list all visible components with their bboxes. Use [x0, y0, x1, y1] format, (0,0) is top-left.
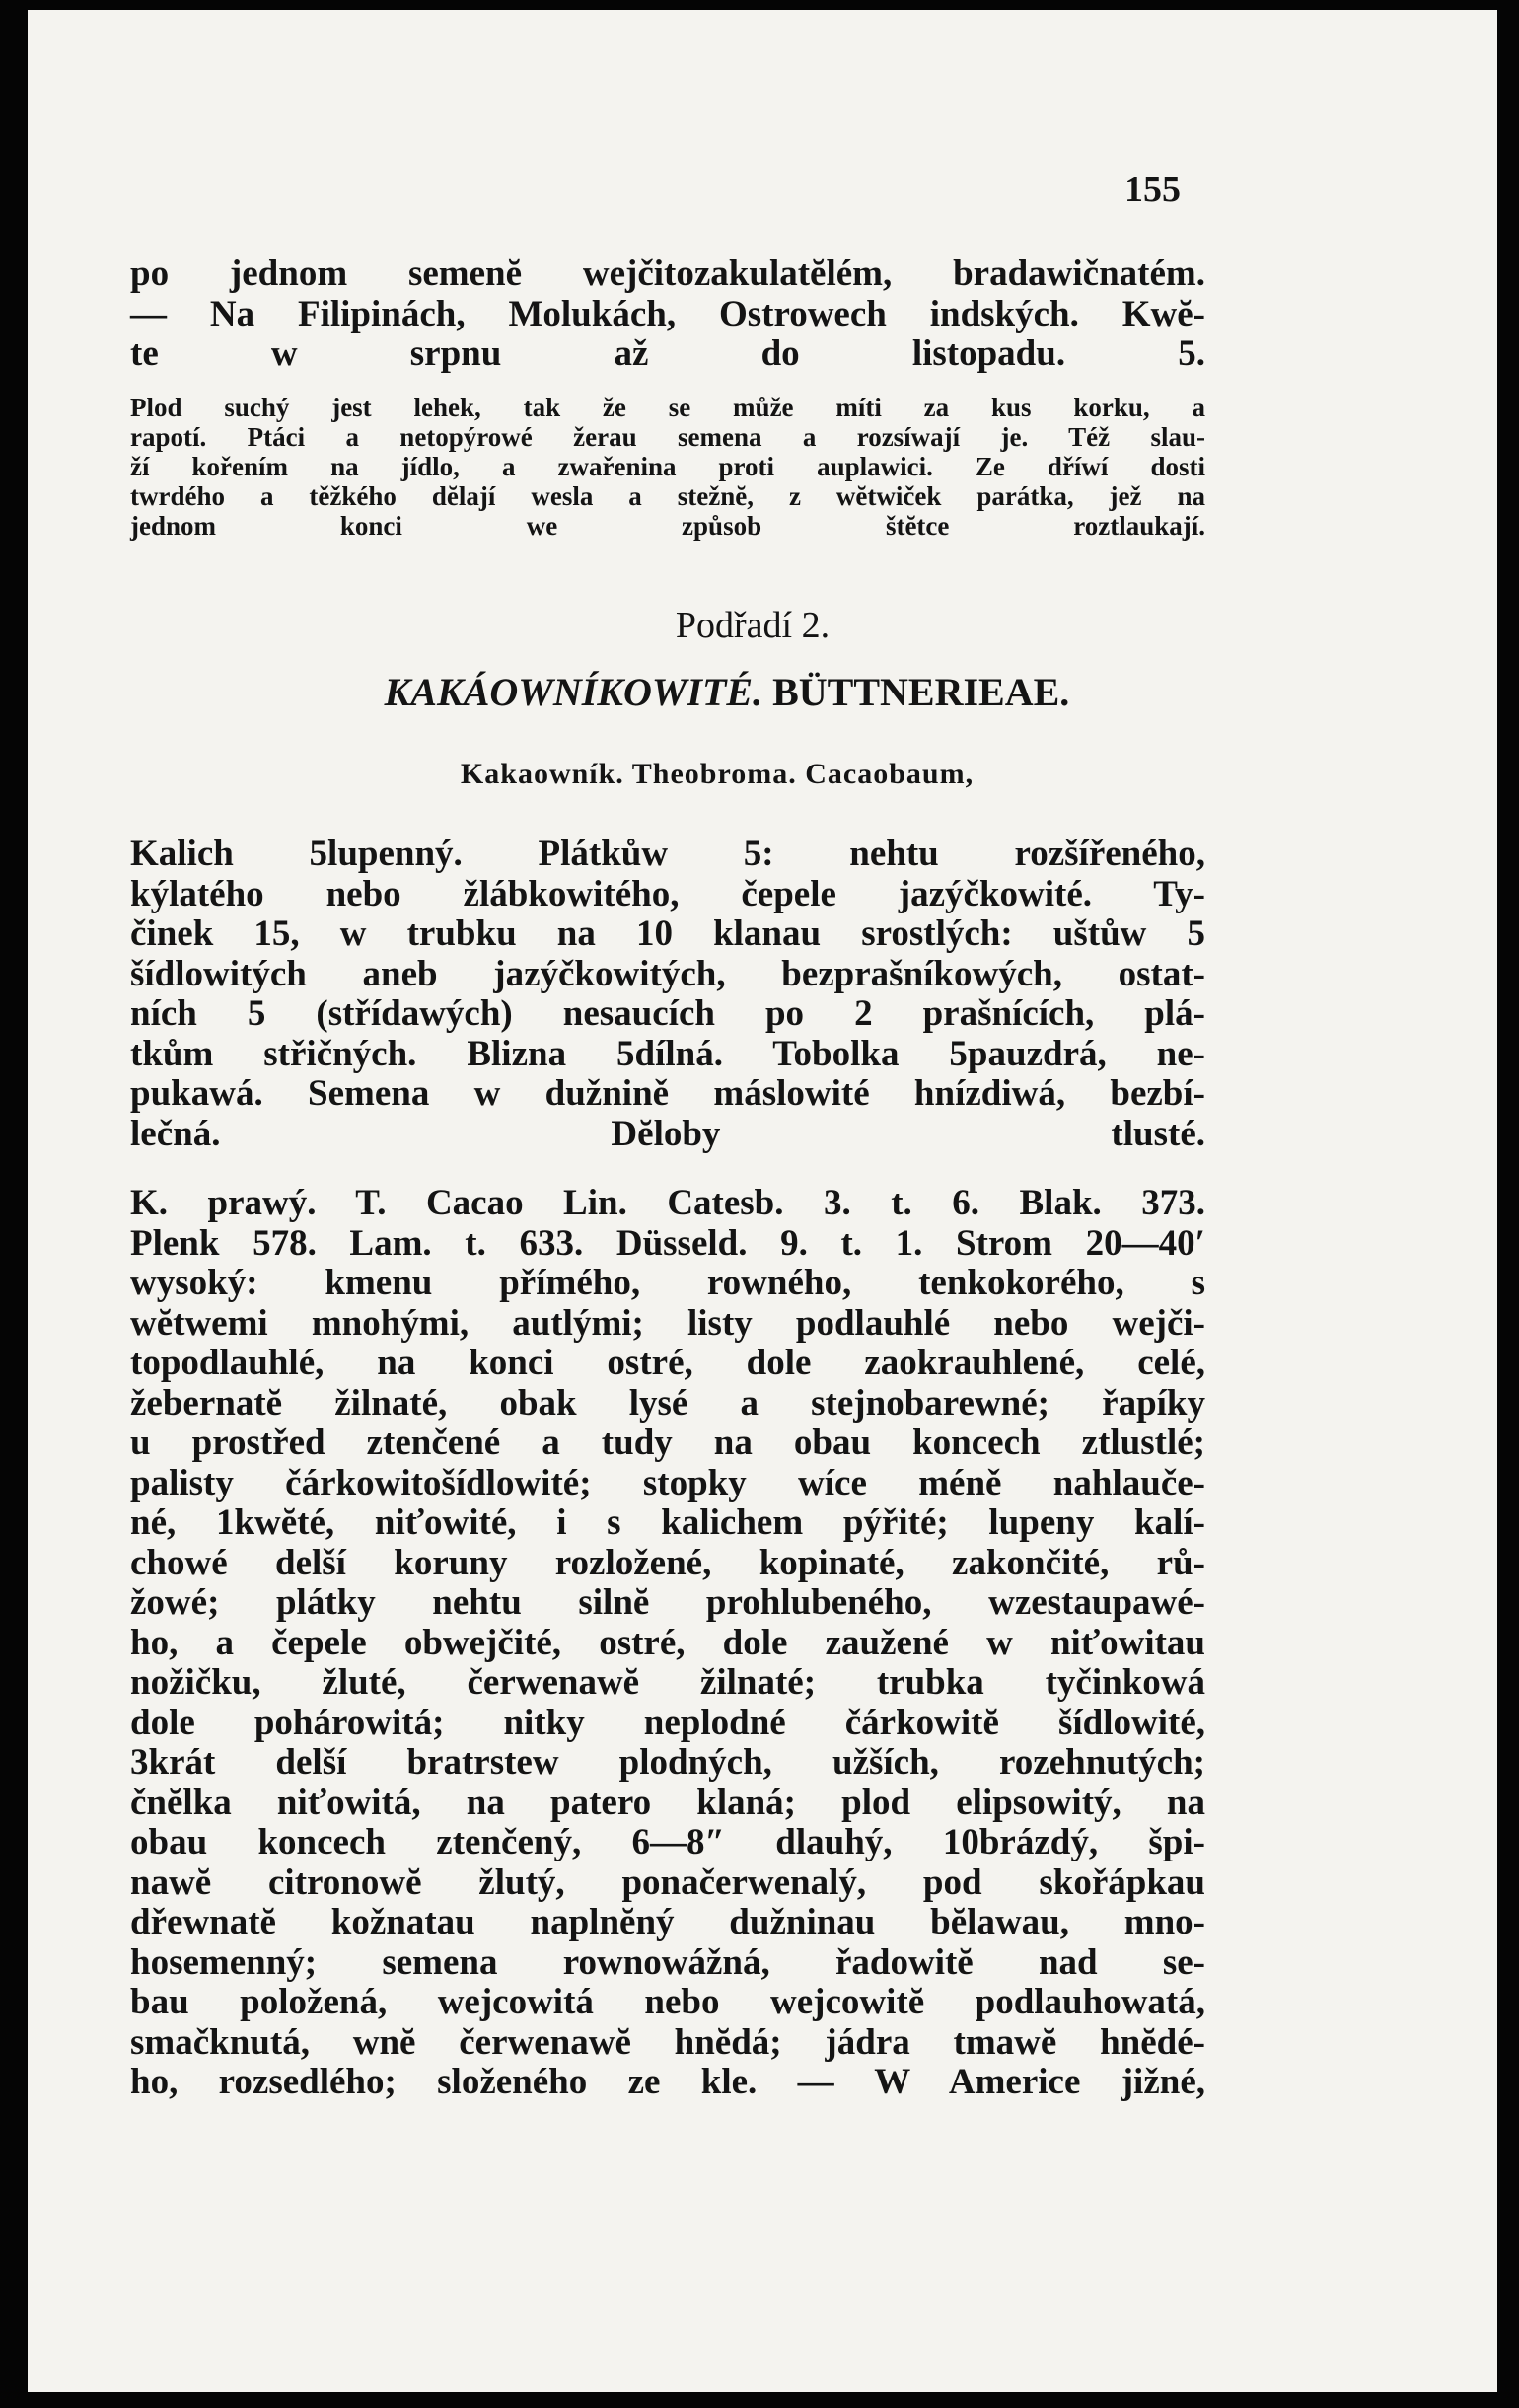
text-line: hosemenný; semena rownowážná, řadowitĕ nad se-: [130, 1941, 1205, 1983]
text-line: palisty čárkowitošídlowité; stopky wíce méně nahlauče-: [130, 1462, 1205, 1503]
family-heading: [0, 669, 1462, 715]
text-line: nožičku, žluté, čerwenawĕ žilnaté; trubka tyčinkowá: [130, 1662, 1205, 1703]
text-line: ních 5 (střídawých) nesaucích po 2 prašnících, plá-: [130, 993, 1205, 1034]
text-line: žowé; plátky nehtu silnĕ prohlubeného, wzestaupawé-: [130, 1582, 1205, 1623]
text-line: šídlowitých aneb jazýčkowitých, bezprašníkowých, ostat-: [130, 953, 1205, 994]
text-line: wysoký: kmenu přímého, rowného, tenkokorého, s: [130, 1263, 1205, 1303]
text-line: ho, rozsedlého; složeného ze kle. — W Americe jižné,: [130, 2062, 1205, 2102]
text-line: tkům střičných. Blizna 5dílná. Tobolka 5pauzdrá, ne-: [130, 1033, 1205, 1074]
text-line: twrdého a těžkého dĕlají wesla a stežnĕ, z wĕtwiček parátka, jež na: [130, 481, 1205, 511]
subdivision-heading: Podřadí 2.: [675, 605, 831, 646]
text-line: 3krát delší bratrstew plodných, užších, rozehnutých;: [130, 1742, 1205, 1783]
text-line: jednom konci we způsob štĕtce roztlaukají.: [130, 511, 1205, 541]
text-line: né, 1kwĕté, niťowité, i s kalichem pýřité; lupeny kalí-: [130, 1502, 1205, 1543]
species-description: [130, 1184, 1205, 2103]
text-line: chowé delší koruny rozložené, kopinaté, zakončité, rů-: [130, 1542, 1205, 1583]
text-line: bau položená, wejcowitá nebo wejcowitĕ podlauhowatá,: [130, 1982, 1205, 2022]
text-line: u prostřed ztenčené a tudy na obau koncech ztlustlé;: [130, 1423, 1205, 1463]
text-line: kýlatého nebo žlábkowitého, čepele jazýčkowité. Ty-: [130, 873, 1205, 914]
text-line: čnĕlka niťowitá, na patero klaná; plod elipsowitý, na: [130, 1782, 1205, 1823]
text-line: — Na Filipinách, Molukách, Ostrowech indských. Kwĕ-: [130, 293, 1205, 334]
page-number: 155: [1124, 169, 1181, 210]
text-line: činek 15, w trubku na 10 klanau srostlých: uštůw 5: [130, 913, 1205, 954]
family-name-czech: KAKÁOWNÍKOWITÉ.: [384, 670, 763, 714]
text-line: Kalich 5lupenný. Plátkůw 5: nehtu rozšířeného,: [130, 834, 1205, 874]
text-line: dole pohárowitá; nitky neplodné čárkowitĕ šídlowité,: [130, 1702, 1205, 1743]
text-line: nawĕ citronowĕ žlutý, ponačerwenalý, pod skořápkau: [130, 1861, 1205, 1903]
text-line: te w srpnu až do listopadu. 5.: [130, 333, 1205, 374]
text-line: wĕtwemi mnohými, autlými; listy podlauhlé nebo wejči-: [130, 1302, 1205, 1344]
text-line: rapotí. Ptáci a netopýrowé žerau semena a rozsíwají je. Též slau-: [130, 422, 1205, 452]
genus-heading: Kakaowník. Theobroma. Cacaobaum,: [460, 758, 975, 790]
text-line: dřewnatĕ kožnatau naplnĕný dužninau bĕlawau, mno-: [130, 1902, 1205, 1942]
text-line: pukawá. Semena w dužnině máslowité hnízdiwá, bezbí-: [130, 1073, 1205, 1114]
family-name-latin: BÜTTNERIEAE.: [772, 670, 1070, 714]
text-line: Plenk 578. Lam. t. 633. Düsseld. 9. t. 1. Strom 20—40′: [130, 1222, 1205, 1264]
book-page: [28, 10, 1497, 2392]
genus-description: [130, 835, 1205, 1154]
text-line: Plod suchý jest lehek, tak že se může míti za kus korku, a: [130, 393, 1205, 422]
text-line: obau koncech ztenčený, 6—8″ dlauhý, 10brázdý, špi-: [130, 1822, 1205, 1862]
text-line: po jednom semenĕ wejčitozakulatĕlém, bradawičnatém.: [130, 254, 1205, 294]
text-line: smačknutá, wnĕ čerwenawĕ hnĕdá; jádra tmawĕ hnĕdé-: [130, 2021, 1205, 2063]
text-line: ho, a čepele obwejčité, ostré, dole zaužené w niťowitau: [130, 1622, 1205, 1663]
intro-paragraph: [130, 255, 1205, 375]
text-line: K. prawý. T. Cacao Lin. Catesb. 3. t. 6. Blak. 373.: [130, 1183, 1205, 1223]
footnote-paragraph: [130, 393, 1205, 541]
text-line: žebernatĕ žilnaté, obak lysé a stejnobarewné; řapíky: [130, 1382, 1205, 1423]
text-line: lečná. Dĕloby tlusté.: [130, 1113, 1205, 1154]
text-line: topodlauhlé, na konci ostré, dole zaokrauhlené, celé,: [130, 1343, 1205, 1383]
text-line: ží kořením na jídlo, a zwařenina proti auplawici. Ze dříwí dosti: [130, 452, 1205, 481]
